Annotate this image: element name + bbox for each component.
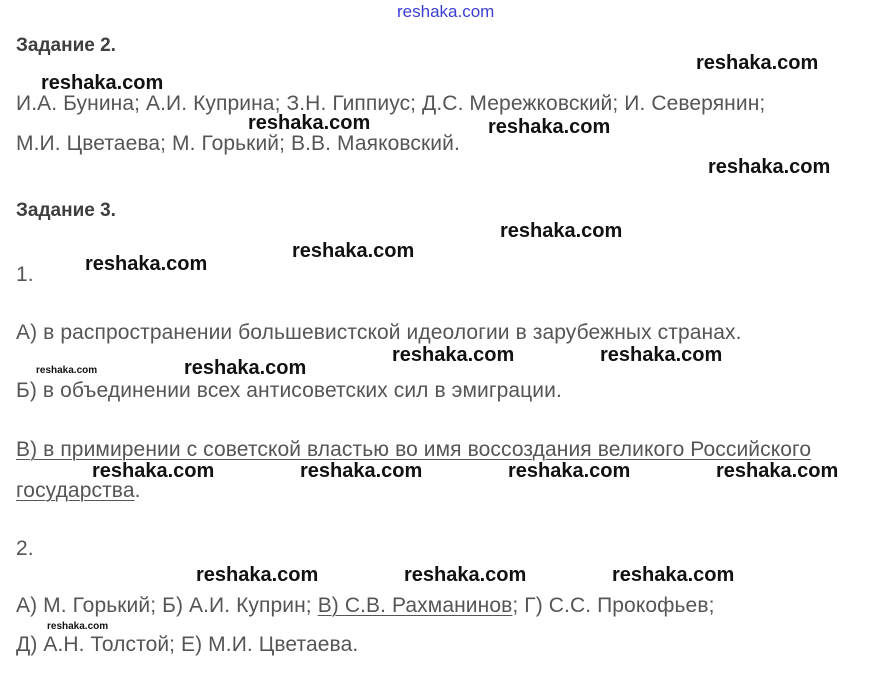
watermark: reshaka.com xyxy=(300,460,423,482)
watermark: reshaka.com xyxy=(696,52,819,74)
watermark-small: reshaka.com xyxy=(36,365,98,376)
q2-line1 xyxy=(16,594,715,618)
watermark-small: reshaka.com xyxy=(47,621,109,632)
watermark: reshaka.com xyxy=(716,460,839,482)
q1-option-v-answer: государства xyxy=(16,479,135,502)
q2-number: 2. xyxy=(16,537,34,560)
q1-option-b: Б) в объединении всех антисоветских сил в эмиграции. xyxy=(16,379,562,402)
q2-line1-part2: ; Г) С.С. Прокофьев; xyxy=(512,594,715,617)
watermark: reshaka.com xyxy=(92,460,215,482)
watermark: reshaka.com xyxy=(392,344,515,366)
watermark: reshaka.com xyxy=(500,220,623,242)
watermark: reshaka.com xyxy=(248,112,371,134)
q1-option-a: А) в распространении большевистской идеологии в зарубежных странах. xyxy=(16,321,742,344)
q1-option-v-line1: В) в примирении с советской властью во имя воссоздания великого Российского xyxy=(16,438,812,461)
q2-answer: В) С.В. Рахманинов xyxy=(317,594,513,617)
watermark: reshaka.com xyxy=(292,240,415,262)
q2-line2: Д) А.Н. Толстой; Е) М.И. Цветаева. xyxy=(16,633,359,656)
watermark: reshaka.com xyxy=(404,564,527,586)
task2-line2: М.И. Цветаева; М. Горький; В.В. Маяковский. xyxy=(16,132,460,155)
watermark: reshaka.com xyxy=(41,72,164,94)
task3-heading: Задание 3. xyxy=(16,200,116,221)
q1-number: 1. xyxy=(16,263,34,286)
watermark-top: reshaka.com xyxy=(397,2,495,21)
watermark: reshaka.com xyxy=(508,460,631,482)
watermark: reshaka.com xyxy=(600,344,723,366)
watermark: reshaka.com xyxy=(196,564,319,586)
watermark: reshaka.com xyxy=(708,156,831,178)
task2-line1: И.А. Бунина; А.И. Куприна; З.Н. Гиппиус; Д.С. Мережковский; И. Северянин; xyxy=(16,92,766,115)
watermark: reshaka.com xyxy=(488,116,611,138)
q1-option-v-end: . xyxy=(134,479,141,502)
watermark: reshaka.com xyxy=(184,357,307,379)
watermark: reshaka.com xyxy=(85,253,208,275)
task2-heading: Задание 2. xyxy=(16,35,116,56)
q2-line1-part1: А) М. Горький; Б) А.И. Куприн; xyxy=(16,594,318,617)
watermark: reshaka.com xyxy=(612,564,735,586)
